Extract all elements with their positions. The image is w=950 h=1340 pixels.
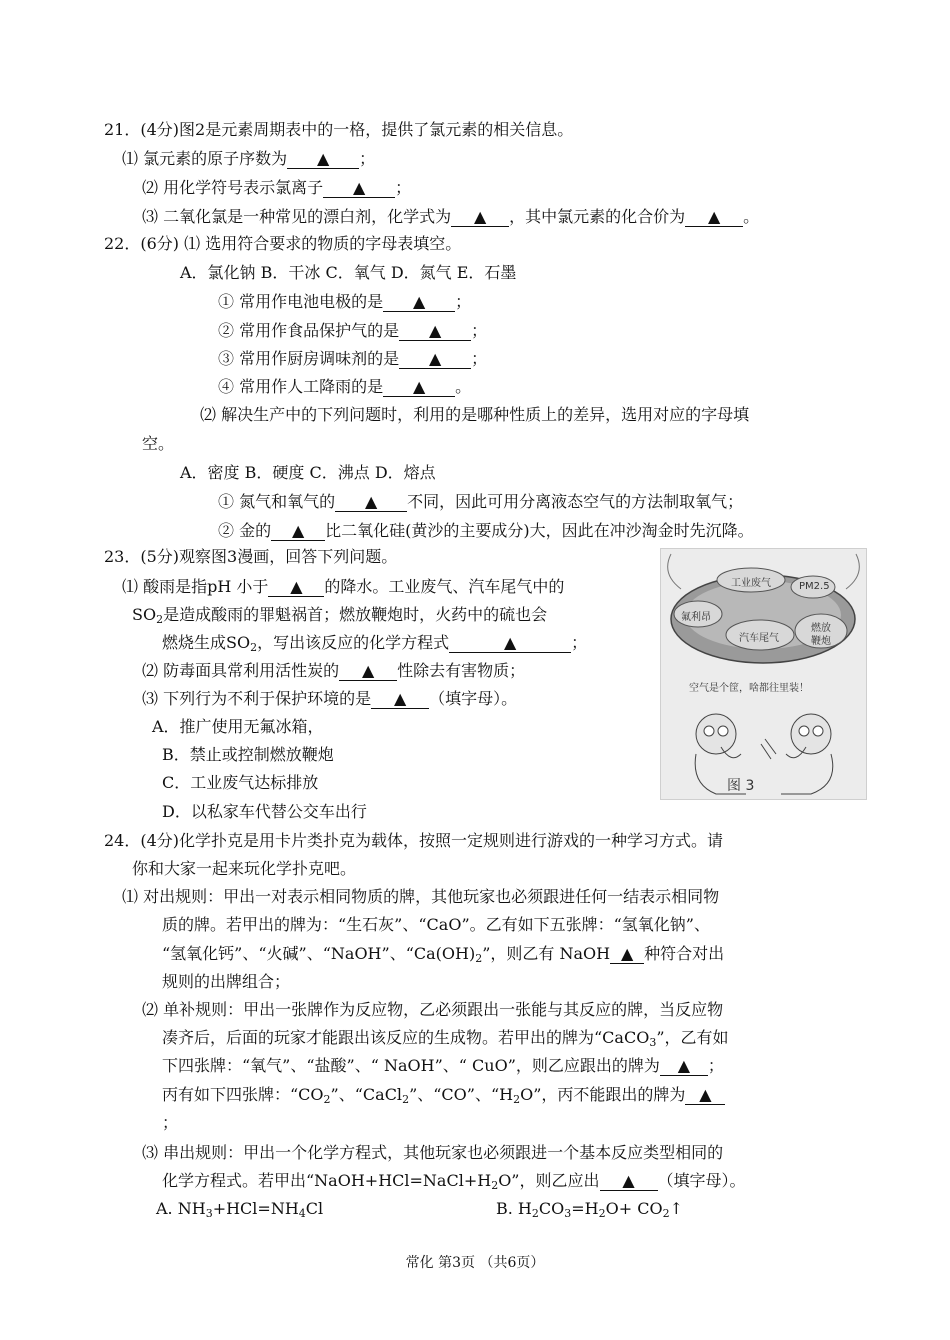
- q22-subitem1-text-a: ① 氮气和氧气的: [218, 492, 336, 511]
- q23-part1: [122, 576, 564, 598]
- q23-option-c: C．工业废气达标排放: [162, 773, 319, 792]
- q21-part1: [122, 148, 375, 170]
- q24-rule1-line2: 质的牌。若甲出的牌为：“生石灰”、“CaO”。乙有如下五张牌：“氢氧化钠”、: [162, 915, 710, 934]
- q22-heading: 22．(6分) ⑴ 选用符合要求的物质的字母表填空。: [104, 234, 462, 253]
- punct: ；: [455, 292, 472, 311]
- subscript: 2: [323, 1093, 331, 1106]
- q24-rule1-line3-text-c: 种符合对出: [644, 944, 725, 963]
- answer-blank[interactable]: ▲: [610, 945, 644, 964]
- answer-blank[interactable]: ▲: [451, 208, 509, 227]
- q24-rule2-line3-text: 下四张牌：“氧气”、“盐酸”、“ NaOH”、“ CuO”，则乙应跟出的牌为: [162, 1056, 660, 1075]
- q24-heading-line1: 24．(4分)化学扑克是用卡片类扑克为载体，按照一定规则进行游戏的一种学习方式。请: [104, 831, 724, 850]
- punct: ；: [471, 349, 488, 368]
- q23-part1-line3: [162, 632, 587, 654]
- answer-blank[interactable]: ▲: [268, 578, 324, 597]
- q24-rule3-line2-text-b: O”，则乙应出: [498, 1171, 600, 1190]
- q23-part1-line2-text: 是造成酸雨的罪魁祸首；燃放鞭炮时，火药中的硫也会: [163, 605, 548, 624]
- q22-options1: A．氯化钠 B．干冰 C．氧气 D．氮气 E．石墨: [180, 263, 517, 282]
- q24-rule2-line2: [162, 1027, 729, 1049]
- q24-heading-line2: 你和大家一起来玩化学扑克吧。: [132, 859, 357, 878]
- q22-item4: [218, 376, 471, 398]
- answer-blank[interactable]: ▲: [371, 690, 429, 709]
- answer-blank[interactable]: ▲: [399, 322, 471, 341]
- subscript: 2: [402, 1093, 410, 1106]
- subscript: 2: [250, 641, 258, 654]
- q21-heading: 21．(4分)图2是元素周期表中的一格，提供了氯元素的相关信息。: [104, 120, 574, 139]
- q23-part1-line2: [132, 604, 547, 626]
- q23-part1-line3-text-b: ，写出该反应的化学方程式: [257, 633, 450, 652]
- q24-rule3-line2: [162, 1170, 746, 1192]
- q21-part3-text-a: ⑶ 二氧化氯是一种常见的漂白剂，化学式为: [142, 207, 452, 226]
- cartoon-caption: 空气是个筐，啥都往里装！: [689, 683, 809, 694]
- answer-blank[interactable]: ▲: [323, 179, 395, 198]
- q23-option-b: B．禁止或控制燃放鞭炮: [162, 745, 334, 764]
- q24-rule2-line4-text-c: ”、“CO”、“H: [409, 1085, 514, 1104]
- answer-blank[interactable]: ▲: [399, 350, 471, 369]
- q23-option-a: A．推广使用无氟冰箱，: [152, 717, 324, 736]
- q22-item2: [218, 320, 487, 342]
- q23-part2: [142, 660, 525, 682]
- subscript: 3: [649, 1036, 657, 1049]
- punct: ；: [395, 178, 412, 197]
- q24-rule3-line1: ⑶ 串出规则：甲出一个化学方程式，其他玩家也必须跟进一个基本反应类型相同的: [142, 1143, 724, 1162]
- answer-blank[interactable]: ▲: [449, 634, 571, 653]
- q22-subitem2: [218, 520, 754, 542]
- q23-part1-line3-text-a: 燃烧生成SO: [162, 633, 251, 652]
- cloud-label-pm25: PM2.5: [799, 581, 830, 592]
- q24-rule3-line2-text-c: （填字母）。: [657, 1171, 746, 1190]
- q23-part1-text-a: ⑴ 酸雨是指pH 小于: [122, 577, 269, 596]
- punct: ；: [571, 633, 588, 652]
- q24-rule3-line2-text-a: 化学方程式。若甲出“NaOH+HCl=NaCl+H: [162, 1171, 492, 1190]
- q22-item3-text: ③ 常用作厨房调味剂的是: [218, 349, 400, 368]
- q23-part3-text-b: （填字母）。: [429, 689, 518, 708]
- q23-part2-text-a: ⑵ 防毒面具常利用活性炭的: [142, 661, 340, 680]
- q24-rule1-line4: 规则的出牌组合；: [162, 972, 291, 991]
- q24-rule2-line4: [162, 1084, 725, 1106]
- q24-rule1-line3-text-a: “氢氧化钙”、“火碱”、“NaOH”、“Ca(OH): [162, 944, 476, 963]
- answer-blank[interactable]: ▲: [383, 378, 455, 397]
- q24-rule1-line1: ⑴ 对出规则：甲出一对表示相同物质的牌，其他玩家也必须跟进任何一结表示相同物: [122, 887, 720, 906]
- q23-heading: 23．(5分)观察图3漫画，回答下列问题。: [104, 547, 398, 566]
- q22-subitem1-text-b: 不同，因此可用分离液态空气的方法制取氧气；: [407, 492, 744, 511]
- q22-item2-text: ② 常用作食品保护气的是: [218, 321, 400, 340]
- up-arrow-icon: ↑: [669, 1199, 683, 1218]
- q21-part2: [142, 177, 411, 199]
- punct: 。: [743, 207, 760, 226]
- q22-item1-text: ① 常用作电池电极的是: [218, 292, 384, 311]
- q22-part2-line1: ⑵ 解决生产中的下列问题时，利用的是哪种性质上的差异，选用对应的字母填: [200, 405, 750, 424]
- q21-part3-text-b: ，其中氯元素的化合价为: [509, 207, 686, 226]
- subscript: 2: [475, 952, 483, 965]
- figure-3-cartoon: [660, 548, 867, 800]
- answer-blank[interactable]: ▲: [383, 293, 455, 312]
- subscript: 2: [491, 1179, 499, 1192]
- q24-option-b: B. $H_2CO_3=H_2O+$ $CO_2↑$: [496, 1199, 683, 1220]
- figure-label: 图 3: [727, 778, 755, 794]
- q24-rule2-line4-text-a: 丙有如下四张牌：“CO: [162, 1085, 324, 1104]
- punct: ；: [471, 321, 488, 340]
- cloud-label-fireworks-2: 鞭炮: [811, 636, 831, 647]
- answer-blank[interactable]: ▲: [685, 208, 743, 227]
- answer-blank[interactable]: ▲: [685, 1086, 725, 1105]
- q22-subitem2-text-a: ② 金的: [218, 521, 272, 540]
- punct: ；: [359, 149, 376, 168]
- q23-part2-text-b: 性除去有害物质；: [397, 661, 526, 680]
- q22-item4-text: ④ 常用作人工降雨的是: [218, 377, 384, 396]
- answer-blank[interactable]: ▲: [287, 150, 359, 169]
- q21-part3: [142, 206, 759, 228]
- answer-blank[interactable]: ▲: [339, 662, 397, 681]
- q21-part1-text: ⑴ 氯元素的原子序数为: [122, 149, 288, 168]
- cloud-label-freon: 氟利昂: [681, 612, 711, 623]
- punct: ；: [707, 1056, 724, 1075]
- cloud-label-industrial: 工业废气: [731, 578, 771, 589]
- q22-subitem1: [218, 491, 743, 513]
- q24-rule1-line3-text-b: ”，则乙有 NaOH: [482, 944, 611, 963]
- cloud-label-fireworks-1: 燃放: [811, 623, 831, 634]
- q24-rule2-line2-text-b: ”，乙有如: [656, 1028, 729, 1047]
- q24-rule2-line5: ；: [162, 1113, 179, 1132]
- q22-item1: [218, 291, 471, 313]
- q23-option-d: D．以私家车代替公交车出行: [162, 802, 367, 821]
- q23-part3: [142, 688, 517, 710]
- cloud-label-exhaust: 汽车尾气: [739, 633, 779, 644]
- answer-blank[interactable]: ▲: [600, 1172, 658, 1191]
- q23-part1-text-b: 的降水。工业废气、汽车尾气中的: [324, 577, 565, 596]
- answer-blank[interactable]: ▲: [335, 493, 407, 512]
- answer-blank[interactable]: ▲: [660, 1057, 708, 1076]
- q24-rule2-line3: [162, 1055, 724, 1077]
- q23-part3-text-a: ⑶ 下列行为不利于保护环境的是: [142, 689, 372, 708]
- q24-rule1-line3: [162, 943, 724, 965]
- q24-rule2-line4-text-b: ”、“CaCl: [330, 1085, 403, 1104]
- q24-option-a: A. $NH_3+HCl=NH_4Cl$: [156, 1199, 324, 1220]
- punct: 。: [455, 377, 472, 396]
- q22-subitem2-text-b: 比二氧化硅(黄沙的主要成分)大，因此在冲沙淘金时先沉降。: [325, 521, 754, 540]
- q24-rule2-line4-text-d: O”，丙不能跟出的牌为: [520, 1085, 686, 1104]
- so2-formula: $SO_2$: [132, 605, 164, 626]
- page-footer: 常化 第3页 （共6页）: [405, 1255, 545, 1271]
- q21-part2-text: ⑵ 用化学符号表示氯离子: [142, 178, 324, 197]
- subscript: 2: [513, 1093, 521, 1106]
- q22-part2-line2: 空。: [142, 434, 175, 453]
- q24-rule2-line2-text-a: 凑齐后，后面的玩家才能跟出该反应的生成物。若甲出的牌为“CaCO: [162, 1028, 650, 1047]
- q22-options2: A．密度 B．硬度 C．沸点 D．熔点: [180, 463, 436, 482]
- q24-rule2-line1: ⑵ 单补规则：甲出一张牌作为反应物，乙必须跟出一张能与其反应的牌，当反应物: [142, 1000, 724, 1019]
- answer-blank[interactable]: ▲: [271, 522, 325, 541]
- q22-item3: [218, 348, 487, 370]
